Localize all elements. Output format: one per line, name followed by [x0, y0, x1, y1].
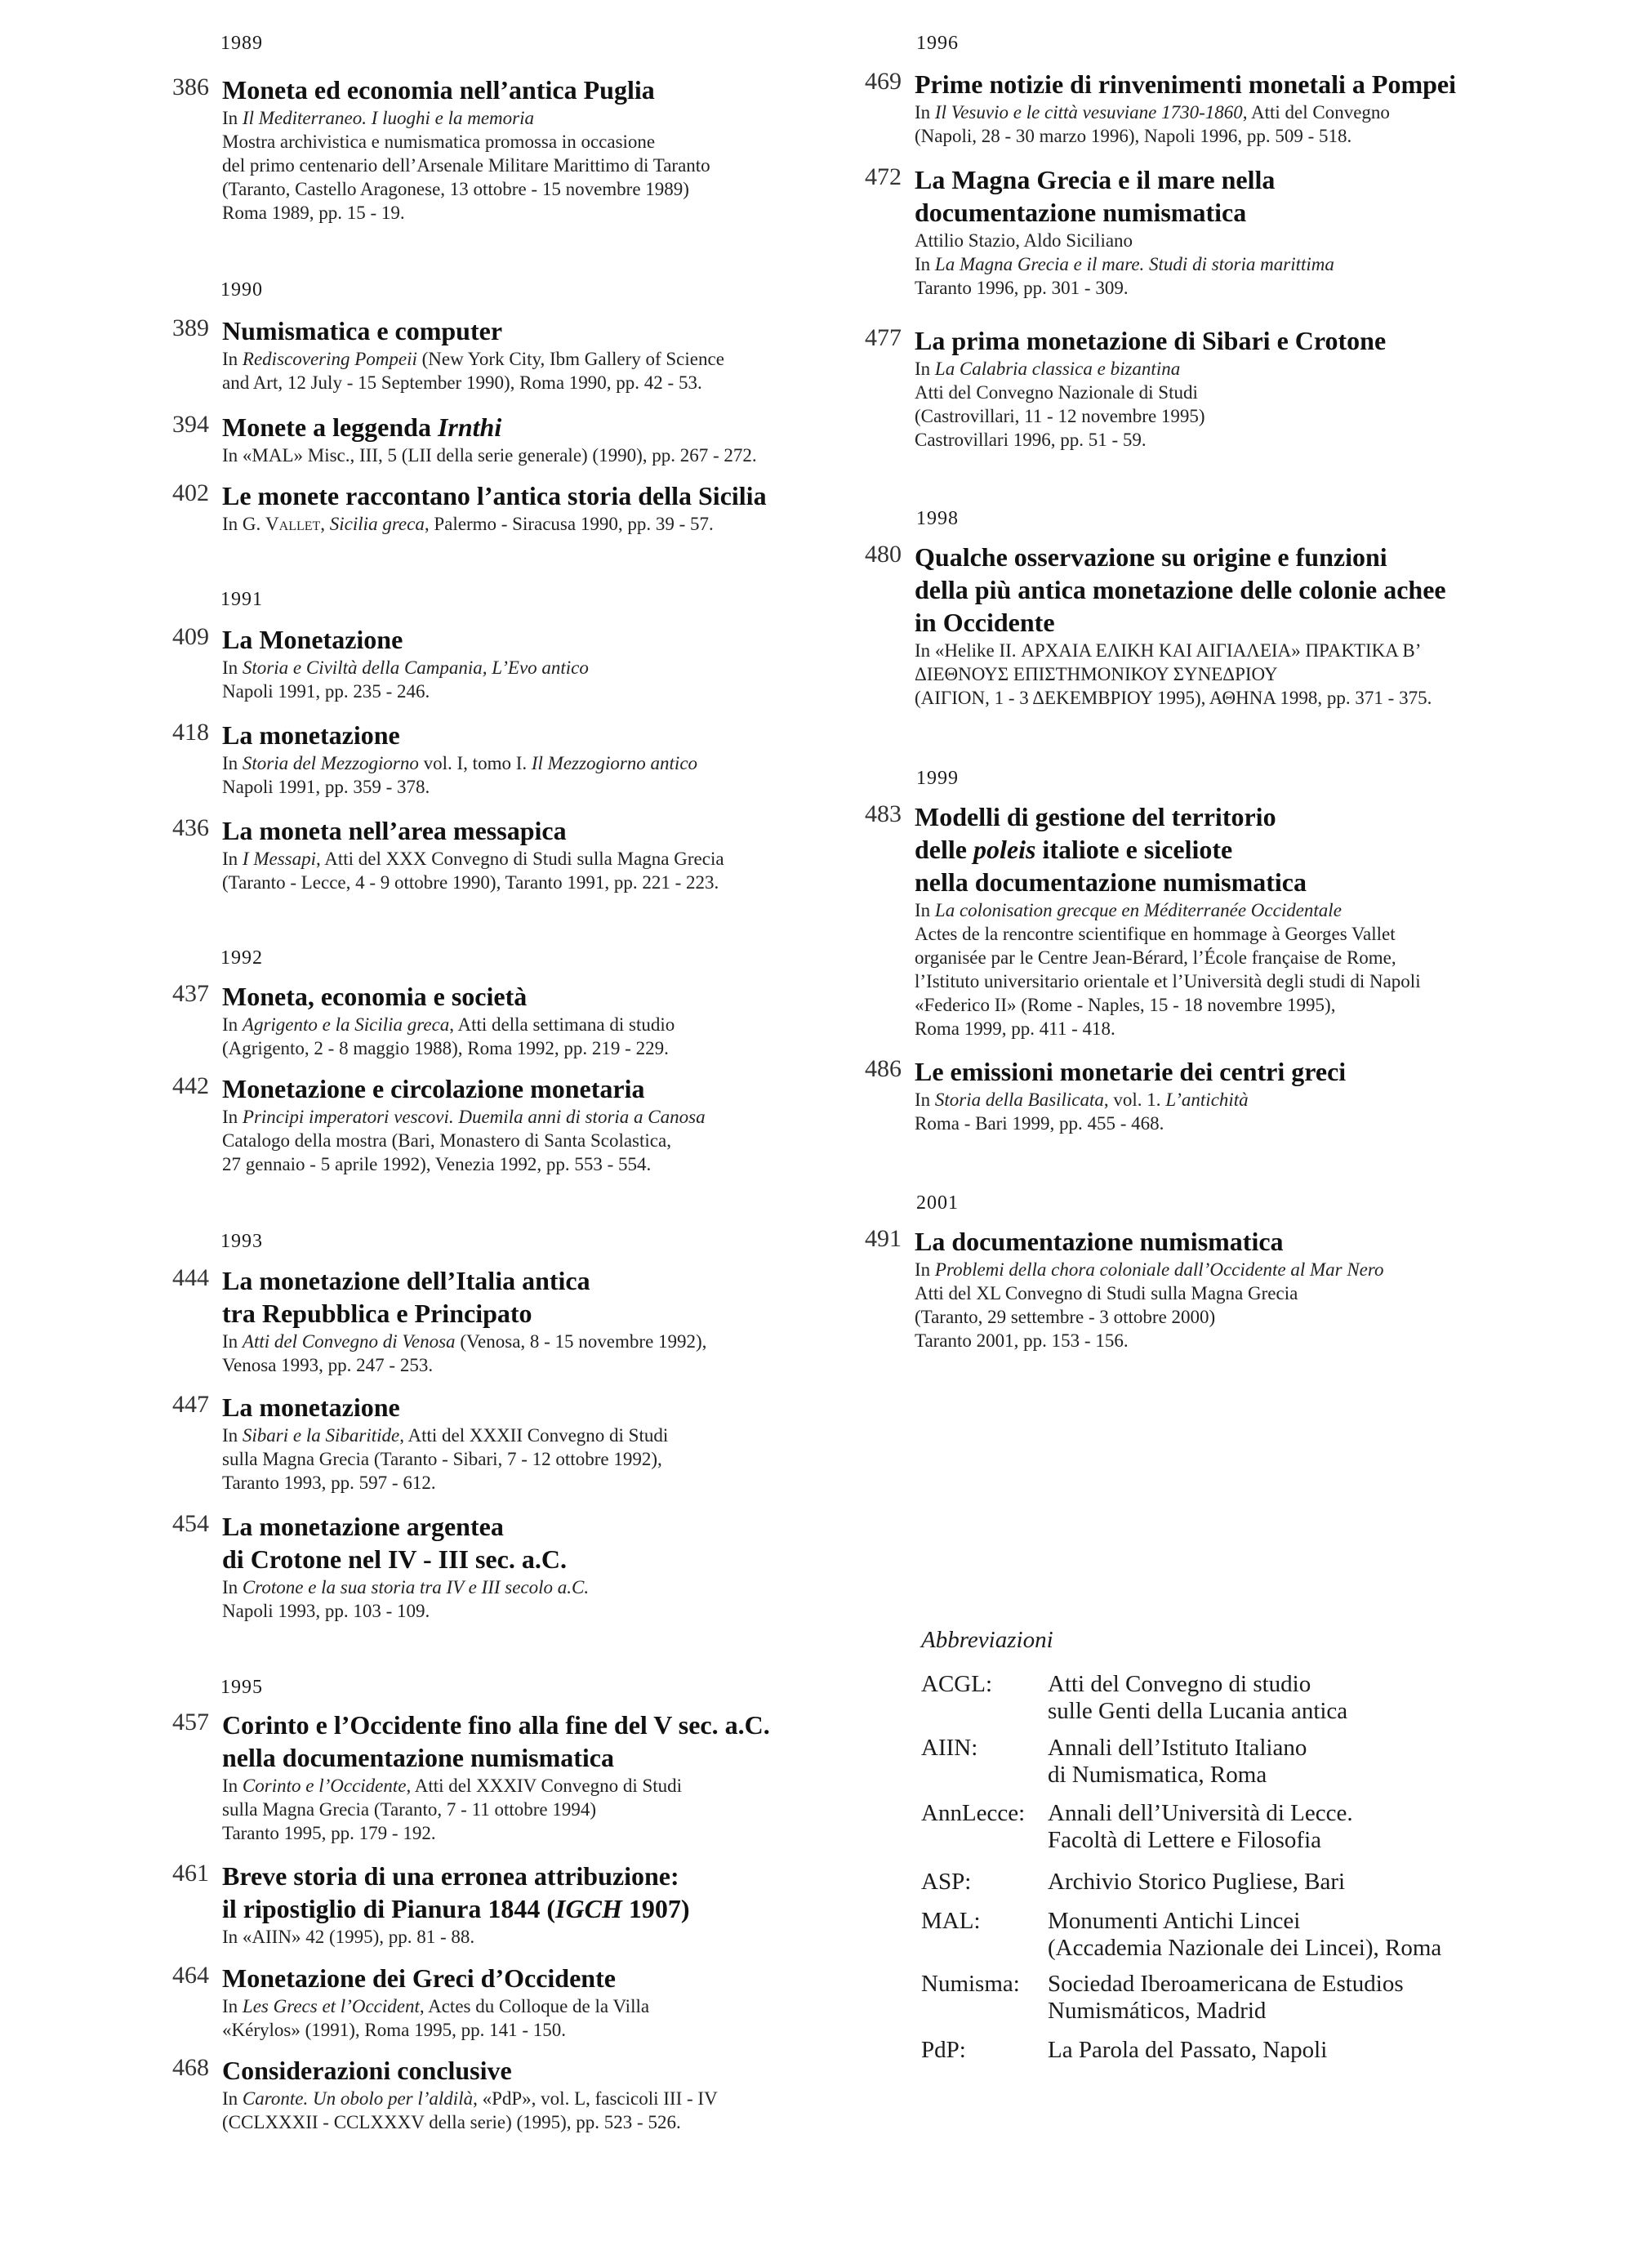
entry-number: 480 — [865, 541, 902, 568]
entry-description: In La colonisation grecque en Méditerranée Occidentale Actes de la rencontre scientifique en hommage à Georges Vallet organisée par le Centre Jean-Bérard, l’École française de Rome, l’Istituto universitario orientale et l’Università degli studi di Napoli «Federico II» (Rome - Naples, 15 - 18 novembre 1995), Roma 1999, pp. 411 - 418. — [915, 900, 1421, 1039]
entry-description: In La Calabria classica e bizantina Atti del Convegno Nazionale di Studi (Castrovillari, 11 - 12 novembre 1995) Castrovillari 1996, pp. 51 - 59. — [915, 359, 1205, 450]
entry-title: Moneta, economia e società — [222, 982, 528, 1011]
publication-title: Caronte. Un obolo per l’aldilà — [242, 2088, 474, 2109]
entry-description: In I Messapi, Atti del XXX Convegno di Studi sulla Magna Grecia (Taranto - Lecce, 4 - 9 ottobre 1990), Taranto 1991, pp. 221 - 223. — [222, 849, 724, 893]
abbreviation-value: Atti del Convegno di studio sulle Genti della Lucania antica — [1048, 1671, 1348, 1724]
entry-description: In Storia del Mezzogiorno vol. I, tomo I. Il Mezzogiorno antico Napoli 1991, pp. 359 - 378. — [222, 753, 698, 797]
bibliography-entry — [172, 980, 675, 1060]
entry-description: In Corinto e l’Occidente, Atti del XXXIV Convegno di Studi sulla Magna Grecia (Taranto, 7 - 11 ottobre 1994) Taranto 1995, pp. 179 - 192. — [222, 1776, 683, 1843]
entry-description: In Rediscovering Pompeii (New York City, Ibm Gallery of Science and Art, 12 July - 15 September 1990), Roma 1990, pp. 42 - 53. — [222, 349, 724, 393]
abbreviation-value: Sociedad Iberoamericana de Estudios Numismáticos, Madrid — [1048, 1971, 1404, 2024]
publication-title: Les Grecs et l’Occident — [242, 1996, 420, 2016]
publication-title: Crotone e la sua storia tra IV e III secolo a.C. — [242, 1577, 590, 1597]
publication-title: Atti del Convegno di Venosa — [242, 1331, 456, 1352]
bibliography-entry — [172, 314, 724, 394]
entry-description: In Agrigento e la Sicilia greca, Atti della settimana di studio (Agrigento, 2 - 8 maggio 1988), Roma 1992, pp. 219 - 229. — [222, 1014, 675, 1058]
year-heading: 1991 — [220, 589, 263, 610]
bibliography-entry — [865, 1055, 1347, 1135]
abbreviation-key: ASP: — [921, 1869, 972, 1895]
title-italic: IGCH — [555, 1894, 622, 1923]
entry-title: Monete a leggenda Irnthi — [222, 412, 502, 442]
entry-number: 454 — [172, 1510, 209, 1537]
entry-description: In Storia e Civiltà della Campania, L’Evo antico Napoli 1991, pp. 235 - 246. — [222, 657, 589, 702]
entry-description: In «MAL» Misc., III, 5 (LII della serie generale) (1990), pp. 267 - 272. — [222, 445, 757, 466]
publication-title: Storia del Mezzogiorno — [242, 753, 419, 773]
publication-title: La colonisation grecque en Méditerranée Occidentale — [934, 900, 1342, 920]
publication-title: Il Mediterraneo. I luoghi e la memoria — [242, 108, 534, 128]
bibliography-entry — [172, 74, 710, 225]
year-heading: 1993 — [220, 1231, 263, 1252]
entry-description: In Caronte. Un obolo per l’aldilà, «PdP», vol. L, fascicoli III - IV (CCLXXXII - CCLXXXV della serie) (1995), pp. 523 - 526. — [222, 2088, 718, 2132]
entry-title: Le monete raccontano l’antica storia della Sicilia — [222, 481, 767, 510]
title-italic: poleis — [973, 835, 1036, 864]
entry-title: Moneta ed economia nell’antica Puglia — [222, 75, 655, 105]
abbreviation-value: Annali dell’Università di Lecce. Facoltà di Lettere e Filosofia — [1048, 1800, 1353, 1853]
publication-title: Sicilia greca — [329, 514, 425, 534]
publication-title: Problemi della chora coloniale dall’Occidente al Mar Nero — [934, 1259, 1384, 1280]
bibliography-entry — [172, 1391, 669, 1495]
bibliography-entry — [172, 1962, 650, 2042]
entry-description: In Crotone e la sua storia tra IV e III secolo a.C. Napoli 1993, pp. 103 - 109. — [222, 1577, 590, 1621]
title-italic: Irnthi — [437, 412, 502, 442]
entry-description: In Les Grecs et l’Occident, Actes du Colloque de la Villa «Kérylos» (1991), Roma 1995, pp. 141 - 150. — [222, 1996, 650, 2040]
publication-title: Storia e Civiltà della Campania, L’Evo antico — [242, 657, 589, 678]
entry-title: La monetazione — [222, 720, 400, 750]
bibliography-entry — [865, 163, 1334, 300]
entry-number: 437 — [172, 980, 209, 1007]
abbreviation-key: MAL: — [921, 1908, 981, 1934]
year-heading: 1995 — [220, 1677, 263, 1698]
entry-title: La moneta nell’area messapica — [222, 816, 567, 845]
bibliography-entry — [172, 1264, 707, 1377]
year-heading: 2001 — [916, 1192, 959, 1214]
bibliography-entry — [865, 1225, 1384, 1352]
entry-description: In Principi imperatori vescovi. Duemila anni di storia a Canosa Catalogo della mostra (Bari, Monastero di Santa Scolastica, 27 gennaio - 5 aprile 1992), Venezia 1992, pp. 553 - 554. — [222, 1107, 706, 1174]
entry-title: Prime notizie di rinvenimenti monetali a Pompei — [915, 69, 1456, 99]
abbreviation-value: Annali dell’Istituto Italiano di Numismatica, Roma — [1048, 1735, 1307, 1788]
entry-number: 464 — [172, 1962, 209, 1989]
entry-title: La monetazione argentea di Crotone nel IV - III sec. a.C. — [222, 1512, 567, 1574]
entry-number: 409 — [172, 623, 209, 650]
entry-number: 447 — [172, 1391, 209, 1418]
bibliography-entry — [172, 1709, 770, 1845]
publication-title: Storia della Basilicata — [934, 1089, 1104, 1110]
abbreviation-key: Numisma: — [921, 1971, 1020, 1997]
entry-number: 483 — [865, 800, 902, 827]
year-heading: 1998 — [916, 508, 959, 529]
entry-number: 457 — [172, 1709, 209, 1736]
entry-title: Considerazioni conclusive — [222, 2056, 512, 2085]
abbreviation-value: Archivio Storico Pugliese, Bari — [1048, 1869, 1346, 1895]
entry-description: In «Helike II. ΑΡΧΑΙΑ ΕΛΙΚΗ ΚΑΙ ΑΙΓΙΑΛΕΙΑ» ΠΡΑΚΤΙΚΑ Β’ ΔΙΕΘΝΟΥΣ ΕΠΙΣΤΗΜΟΝΙΚΟΥ ΣΥΝΕΔΡΙΟΥ (ΑΙΓΙΟΝ, 1 - 3 ΔΕΚΕΜΒΡΙΟΥ 1995), ΑΘΗΝΑ 1998, pp. 371 - 375. — [915, 640, 1432, 708]
abbreviation-key: ACGL: — [921, 1671, 992, 1697]
publication-title: Agrigento e la Sicilia greca — [242, 1014, 450, 1035]
bibliography-entry — [172, 814, 724, 894]
abbreviation-key: AnnLecce: — [921, 1800, 1026, 1826]
bibliography-entry — [172, 1072, 706, 1176]
publication-title: Rediscovering Pompeii — [242, 349, 417, 369]
publication-title: Corinto e l’Occidente — [242, 1776, 407, 1796]
entry-number: 461 — [172, 1860, 209, 1887]
entry-number: 444 — [172, 1264, 209, 1291]
entry-number: 386 — [172, 74, 209, 100]
entry-number: 491 — [865, 1225, 902, 1252]
publication-title: Il Mezzogiorno antico — [531, 753, 698, 773]
publication-title: La Calabria classica e bizantina — [934, 359, 1181, 379]
entry-title: Corinto e l’Occidente fino alla fine del V sec. a.C. nella documentazione numismatica — [222, 1710, 770, 1772]
publication-title: L’antichità — [1165, 1089, 1249, 1110]
year-heading: 1989 — [220, 33, 263, 54]
entry-title: La monetazione — [222, 1392, 400, 1422]
bibliography-entry — [172, 411, 757, 467]
abbreviation-value: La Parola del Passato, Napoli — [1048, 2037, 1328, 2063]
entry-description: In «AIIN» 42 (1995), pp. 81 - 88. — [222, 1927, 475, 1947]
year-heading: 1999 — [916, 768, 959, 789]
publication-title: La Magna Grecia e il mare. Studi di storia marittima — [934, 254, 1334, 274]
year-heading: 1996 — [916, 33, 959, 54]
bibliography-entry — [172, 479, 767, 536]
entry-description: In Il Vesuvio e le città vesuviane 1730-1860, Atti del Convegno (Napoli, 28 - 30 marzo 1996), Napoli 1996, pp. 509 - 518. — [915, 102, 1390, 146]
entry-number: 469 — [865, 68, 902, 95]
entry-title: Monetazione e circolazione monetaria — [222, 1074, 645, 1103]
entry-number: 477 — [865, 324, 902, 351]
publication-title: I Messapi — [242, 849, 316, 869]
year-heading: 1990 — [220, 279, 263, 301]
abbreviation-key: AIIN: — [921, 1735, 978, 1761]
abbreviations-heading: Abbreviazioni — [921, 1627, 1053, 1653]
entry-title: La Monetazione — [222, 625, 403, 654]
entry-number: 394 — [172, 411, 209, 438]
bibliography-entry — [865, 68, 1456, 148]
entry-title: La documentazione numismatica — [915, 1227, 1284, 1256]
publication-title: Principi imperatori vescovi. Duemila anni di storia a Canosa — [242, 1107, 706, 1127]
abbreviation-key: PdP: — [921, 2037, 966, 2063]
entry-number: 472 — [865, 163, 902, 190]
entry-description: Attilio Stazio, Aldo Siciliano In La Magna Grecia e il mare. Studi di storia marittima Taranto 1996, pp. 301 - 309. — [915, 230, 1334, 298]
entry-title: Qualche osservazione su origine e funzioni della più antica monetazione delle colonie achee in Occidente — [915, 542, 1446, 637]
abbreviation-value: Monumenti Antichi Lincei (Accademia Nazionale dei Lincei), Roma — [1048, 1908, 1442, 1961]
publication-title: Il Vesuvio e le città vesuviane 1730-1860 — [934, 102, 1243, 123]
entry-number: 486 — [865, 1055, 902, 1082]
bibliography-entry — [865, 800, 1421, 1040]
bibliography-entry — [172, 2054, 718, 2134]
entry-description: In Atti del Convegno di Venosa (Venosa, 8 - 15 novembre 1992), Venosa 1993, pp. 247 - 253. — [222, 1331, 707, 1375]
bibliography-entry — [172, 1510, 590, 1623]
entry-number: 436 — [172, 814, 209, 841]
entry-title: Le emissioni monetarie dei centri greci — [915, 1057, 1347, 1086]
entry-number: 402 — [172, 479, 209, 506]
entry-number: 418 — [172, 719, 209, 746]
entry-description: In Sibari e la Sibaritide, Atti del XXXII Convegno di Studi sulla Magna Grecia (Taranto - Sibari, 7 - 12 ottobre 1992), Taranto 1993, pp. 597 - 612. — [222, 1425, 669, 1493]
year-heading: 1992 — [220, 947, 263, 969]
author-name: Vallet — [265, 514, 321, 534]
entry-title: Monetazione dei Greci d’Occidente — [222, 1963, 616, 1993]
entry-title: Numismatica e computer — [222, 316, 503, 345]
bibliography-entry — [172, 623, 589, 703]
entry-title: La Magna Grecia e il mare nella documentazione numismatica — [915, 165, 1276, 227]
bibliography-entry — [865, 324, 1387, 452]
bibliography-entry — [172, 719, 698, 799]
entry-number: 468 — [172, 2054, 209, 2081]
entry-title: Modelli di gestione del territorio delle poleis italiote e siceliote nella documentazione numismatica — [915, 802, 1307, 897]
entry-title: La prima monetazione di Sibari e Crotone — [915, 326, 1387, 355]
entry-description: In Problemi della chora coloniale dall’Occidente al Mar Nero Atti del XL Convegno di Studi sulla Magna Grecia (Taranto, 29 settembre - 3 ottobre 2000) Taranto 2001, pp. 153 - 156. — [915, 1259, 1384, 1351]
bibliography-entry — [865, 541, 1446, 710]
entry-description: In Il Mediterraneo. I luoghi e la memoria Mostra archivistica e numismatica promossa in occasione del primo centenario dell’Arsenale Militare Marittimo di Taranto (Taranto, Castello Aragonese, 13 ottobre - 15 novembre 1989) Roma 1989, pp. 15 - 19. — [222, 108, 710, 223]
bibliography-entry — [172, 1860, 690, 1949]
entry-number: 389 — [172, 314, 209, 341]
publication-title: Sibari e la Sibaritide — [242, 1425, 400, 1446]
entry-title: Breve storia di una erronea attribuzione: il ripostiglio di Pianura 1844 (IGCH 1907) — [222, 1861, 690, 1923]
entry-description: In G. Vallet, Sicilia greca, Palermo - Siracusa 1990, pp. 39 - 57. — [222, 514, 714, 534]
entry-title: La monetazione dell’Italia antica tra Repubblica e Principato — [222, 1266, 590, 1328]
entry-description: In Storia della Basilicata, vol. 1. L’antichità Roma - Bari 1999, pp. 455 - 468. — [915, 1089, 1249, 1134]
entry-number: 442 — [172, 1072, 209, 1099]
